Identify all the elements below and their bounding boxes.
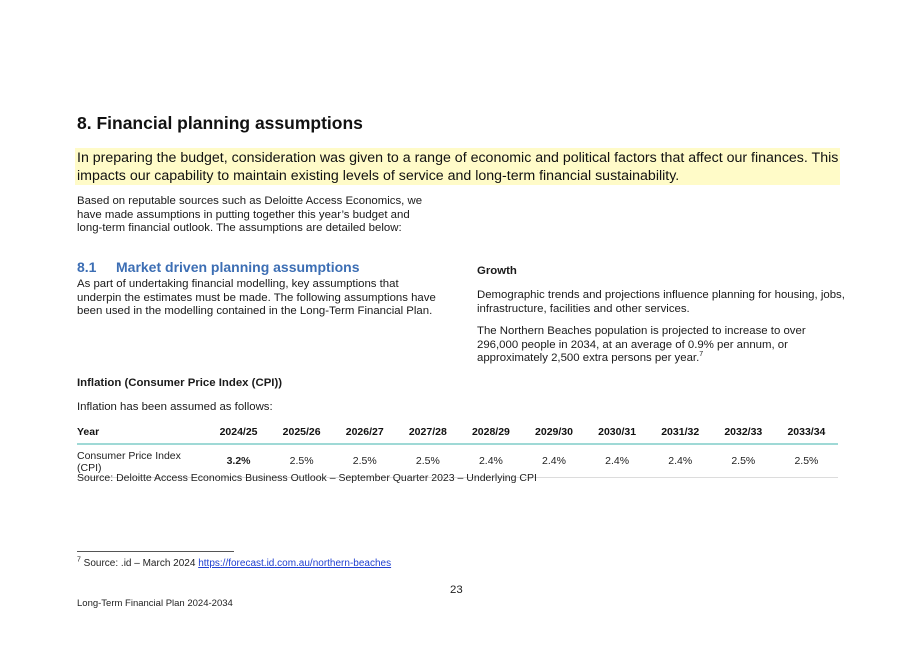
table-header-cell: 2025/26 bbox=[270, 421, 333, 444]
intro-highlight-text: In preparing the budget, consideration was given to a range of economic and political factors that affect our finances. This impacts our capability to maintain existing levels of service and long-term financial sustainability. bbox=[77, 150, 839, 184]
table-header-cell: 2024/25 bbox=[207, 421, 270, 444]
section-title: Market driven planning assumptions bbox=[116, 259, 360, 275]
page-title: 8. Financial planning assumptions bbox=[77, 113, 363, 133]
table-header-cell: 2031/32 bbox=[649, 421, 712, 444]
table-source-note: Source: Deloitte Access Economics Business Outlook – September Quarter 2023 – Underlying CPI bbox=[77, 472, 537, 484]
left-intro-paragraph: Based on reputable sources such as Deloitte Access Economics, we have made assumptions in putting together this year’s budget and long-term financial outlook. The assumptions are detailed below: bbox=[77, 195, 423, 235]
table-header-cell: 2026/27 bbox=[333, 421, 396, 444]
footnote-link[interactable]: https://forecast.id.com.au/northern-beaches bbox=[198, 558, 392, 569]
inflation-intro: Inflation has been assumed as follows: bbox=[77, 401, 273, 413]
growth-paragraph-2-text: The Northern Beaches population is projected to increase to over 296,000 people in 2034, at an average of 0.9% per annum, or approximately 2,500 extra persons per year. bbox=[477, 325, 806, 365]
footnote-number: 7 bbox=[77, 556, 81, 564]
table-cell: 2.5% bbox=[333, 444, 396, 478]
section-number: 8.1 bbox=[77, 259, 97, 275]
footnote-divider bbox=[77, 551, 234, 552]
table-cell: 2.5% bbox=[712, 444, 775, 478]
footnote-text: Source: .id – March 2024 bbox=[80, 558, 199, 569]
footnote bbox=[77, 558, 391, 569]
growth-paragraph-1: Demographic trends and projections influence planning for housing, jobs, infrastructure, facilities and other services. bbox=[477, 289, 845, 315]
table-header-cell: 2030/31 bbox=[586, 421, 649, 444]
table-cell: 2.5% bbox=[270, 444, 333, 478]
table-cell: 2.5% bbox=[396, 444, 459, 478]
growth-paragraph-2 bbox=[477, 325, 847, 366]
table-header-cell: 2033/34 bbox=[775, 421, 838, 444]
section-heading bbox=[77, 259, 360, 275]
footer-document-title: Long-Term Financial Plan 2024-2034 bbox=[77, 598, 233, 609]
section-paragraph: As part of undertaking financial modelling, key assumptions that underpin the estimates must be made. The following assumptions have been used in the modelling contained in the Long-Term Financial Plan. bbox=[77, 278, 436, 318]
table-header-cell: 2032/33 bbox=[712, 421, 775, 444]
table-cell: 2.4% bbox=[459, 444, 522, 478]
table-header-row bbox=[77, 421, 838, 444]
table-header-year: Year bbox=[77, 421, 207, 444]
table-header-cell: 2028/29 bbox=[459, 421, 522, 444]
footnote-reference[interactable]: 7 bbox=[699, 351, 704, 359]
table-cell: 2.4% bbox=[649, 444, 712, 478]
table-cell: 3.2% bbox=[207, 444, 270, 478]
table-row-label: Consumer Price Index (CPI) bbox=[77, 444, 207, 478]
table-header-cell: 2027/28 bbox=[396, 421, 459, 444]
cpi-table bbox=[77, 421, 838, 478]
growth-heading: Growth bbox=[477, 265, 517, 277]
table-cell: 2.4% bbox=[586, 444, 649, 478]
page-number: 23 bbox=[450, 584, 463, 596]
table-cell: 2.4% bbox=[522, 444, 585, 478]
table-cell: 2.5% bbox=[775, 444, 838, 478]
inflation-heading: Inflation (Consumer Price Index (CPI)) bbox=[77, 377, 283, 389]
table-header-cell: 2029/30 bbox=[522, 421, 585, 444]
